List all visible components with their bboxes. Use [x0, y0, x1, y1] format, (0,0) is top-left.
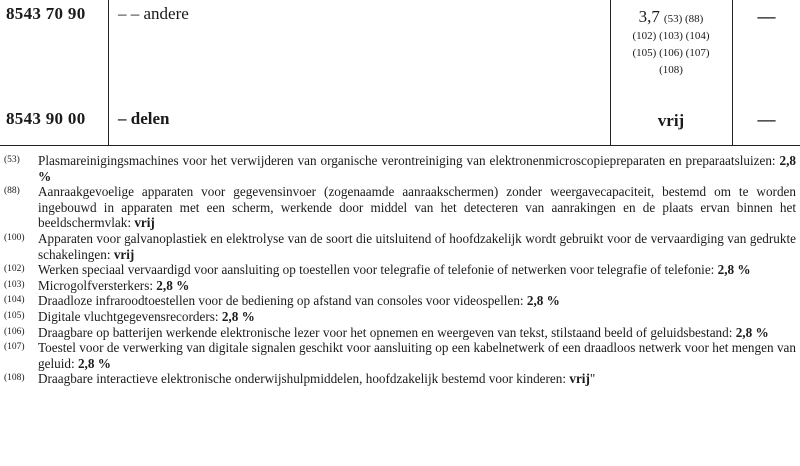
supplementary-unit: —	[757, 109, 776, 129]
footnote-ref: (88)	[4, 186, 20, 197]
column-divider	[108, 0, 109, 146]
row-description: – delen	[118, 109, 170, 128]
supplementary-unit: —	[757, 6, 776, 26]
footnote-text: Aanraakgevoelige apparaten voor gegevensinvoer (zogenaamde aanraakschermen) zonder weergavecapaciteit, bestemd om te worden ingebouwd in apparaten met een scherm, werkende door middel van het detecteren van aanrakingen en de plaats ervan binnen het beeldschermvlak: vrij	[38, 184, 796, 231]
footnote	[0, 262, 800, 278]
footnote-rate: vrij	[113, 246, 135, 262]
footnote-ref: (104)	[4, 295, 25, 306]
footnote	[0, 278, 800, 294]
footnote-ref: (108)	[4, 373, 25, 384]
table-bottom-rule	[0, 145, 800, 146]
footnote-rate: 2,8 %	[735, 324, 769, 340]
footnote-text: Plasmareinigingsmachines voor het verwijderen van organische verontreiniging van elektronenmicroscopiepreparaten en preparaatsluizen: 2,8 %	[38, 153, 796, 184]
footnote-refs: (108)	[659, 64, 683, 76]
footnotes	[0, 153, 800, 387]
footnote	[0, 309, 800, 325]
footnote-rate: 2,8 %	[38, 153, 796, 184]
cn-code: 8543 90 00	[6, 109, 86, 128]
footnote-refs: (102) (103) (104)	[632, 30, 710, 42]
footnote-refs: (53) (88)	[663, 13, 704, 25]
footnote	[0, 325, 800, 341]
footnote-refs: (105) (106) (107)	[632, 47, 710, 59]
footnote	[0, 231, 800, 262]
footnote-ref: (107)	[4, 342, 25, 353]
footnote-text: Draagbare op batterijen werkende elektronische lezer voor het opnemen en weergeven van tekst, stilstaand beeld of geluidsbestand: 2,8 %	[38, 324, 769, 340]
footnote-rate: 2,8 %	[717, 262, 751, 278]
footnote-rate: vrij	[569, 371, 590, 387]
footnote-text: Toestel voor de verwerking van digitale signalen geschikt voor aansluiting op een kabelnetwerk of een draadloos netwerk voor het mengen van geluid: 2,8 %	[38, 340, 796, 371]
footnote-text: Werken speciaal vervaardigd voor aansluiting op toestellen voor telegrafie of telefonie of netwerken voor telegrafie of telefonie: 2,8 %	[38, 262, 751, 278]
footnote-rate: 2,8 %	[221, 308, 255, 324]
footnote	[0, 153, 800, 184]
closing-quote: "	[589, 371, 596, 387]
footnote-ref: (102)	[4, 264, 25, 275]
footnote-ref: (106)	[4, 326, 25, 337]
footnote-text: Digitale vluchtgegevensrecorders: 2,8 %	[38, 308, 255, 324]
cn-code: 8543 70 90	[6, 4, 86, 23]
footnote-ref: (100)	[4, 232, 25, 243]
duty-rate-cell	[610, 7, 732, 79]
footnote-text: Draagbare interactieve elektronische onderwijshulpmiddelen, hoofdzakelijk bestemd voor kinderen: vrij"	[38, 371, 596, 387]
footnote-ref: (103)	[4, 279, 25, 290]
footnote-ref: (105)	[4, 310, 25, 321]
footnote-rate: vrij	[134, 215, 155, 231]
row-description: – – andere	[118, 4, 189, 23]
footnote	[0, 293, 800, 309]
footnote-text: Microgolfversterkers: 2,8 %	[38, 277, 190, 293]
footnote-text: Apparaten voor galvanoplastiek en elektrolyse van de soort die uitsluitend of hoofdzakelijk wordt gebruikt voor de vervaardiging van gedrukte schakelingen: vrij	[38, 230, 796, 262]
footnote-rate: 2,8 %	[526, 293, 560, 309]
footnote	[0, 340, 800, 371]
footnote	[0, 371, 800, 387]
footnote-ref: (53)	[4, 155, 20, 165]
footnote-rate: 2,8 %	[77, 355, 111, 371]
duty-rate: 3,7	[638, 7, 660, 26]
footnote	[0, 184, 800, 231]
tariff-table	[0, 0, 800, 146]
duty-rate: vrij	[657, 111, 685, 130]
footnote-rate: 2,8 %	[156, 277, 190, 293]
footnote-text: Draadloze infraroodtoestellen voor de bediening op afstand van consoles voor videospellen: 2,8 %	[38, 293, 560, 309]
